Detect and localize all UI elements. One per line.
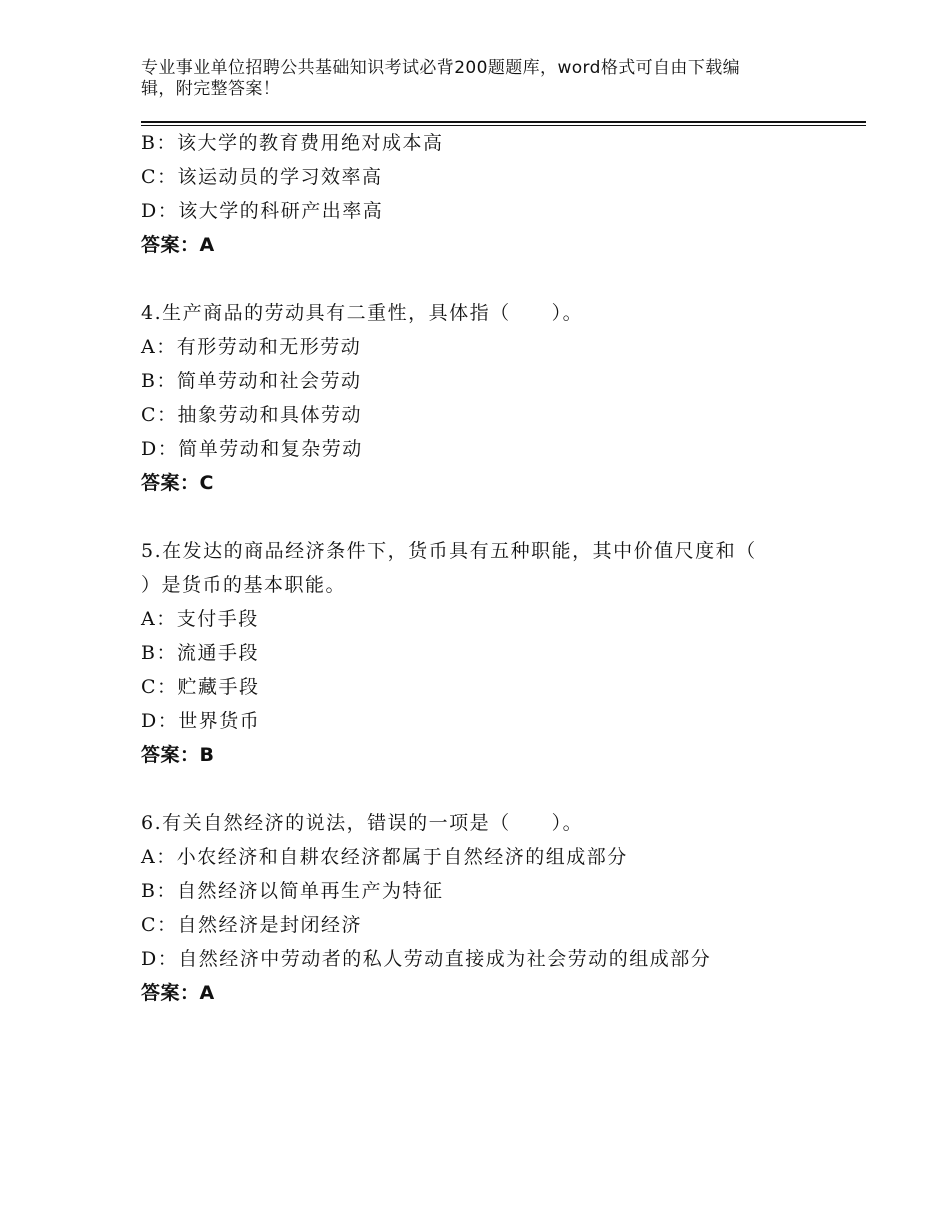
- q5-option-d: D：世界货币: [141, 710, 261, 732]
- q4-stem: 4.生产商品的劳动具有二重性，具体指（ ）。: [141, 302, 584, 324]
- q4-answer: 答案：C: [141, 472, 214, 494]
- q6-option-a: A：小农经济和自耕农经济都属于自然经济的组成部分: [141, 846, 628, 868]
- q5-option-c: C：贮藏手段: [141, 676, 260, 698]
- q3-option-b: B：该大学的教育费用绝对成本高: [141, 132, 444, 154]
- spacer: [141, 772, 866, 806]
- question-4: [141, 296, 866, 500]
- question-content: [141, 126, 866, 1010]
- q6-stem: 6.有关自然经济的说法，错误的一项是（ ）。: [141, 812, 584, 834]
- q5-option-a: A：支付手段: [141, 608, 259, 630]
- header-line-1: 专业事业单位招聘公共基础知识考试必背200题题库，word格式可自由下载编: [141, 58, 741, 78]
- header-rule-thick: [141, 121, 866, 123]
- question-6: [141, 806, 866, 1010]
- q3-option-d: D：该大学的科研产出率高: [141, 200, 384, 222]
- q5-option-b: B：流通手段: [141, 642, 259, 664]
- q4-option-b: B：简单劳动和社会劳动: [141, 370, 362, 392]
- q5-stem-line-2: ）是货币的基本职能。: [141, 574, 347, 596]
- q6-option-b: B：自然经济以简单再生产为特征: [141, 880, 444, 902]
- spacer: [141, 262, 866, 296]
- q3-option-c: C：该运动员的学习效率高: [141, 166, 383, 188]
- q6-option-c: C：自然经济是封闭经济: [141, 914, 363, 936]
- q5-answer: 答案：B: [141, 744, 215, 766]
- q4-option-d: D：简单劳动和复杂劳动: [141, 438, 363, 460]
- question-3: [141, 126, 866, 262]
- q4-option-a: A：有形劳动和无形劳动: [141, 336, 362, 358]
- page-header: [141, 58, 791, 100]
- q3-answer: 答案：A: [141, 234, 215, 256]
- q6-option-d: D：自然经济中劳动者的私人劳动直接成为社会劳动的组成部分: [141, 948, 712, 970]
- header-line-2: 辑，附完整答案！: [141, 79, 281, 99]
- q5-stem-line-1: 5.在发达的商品经济条件下，货币具有五种职能，其中价值尺度和（: [141, 540, 757, 562]
- q6-answer: 答案：A: [141, 982, 215, 1004]
- q4-option-c: C：抽象劳动和具体劳动: [141, 404, 363, 426]
- spacer: [141, 500, 866, 534]
- question-5: [141, 534, 866, 772]
